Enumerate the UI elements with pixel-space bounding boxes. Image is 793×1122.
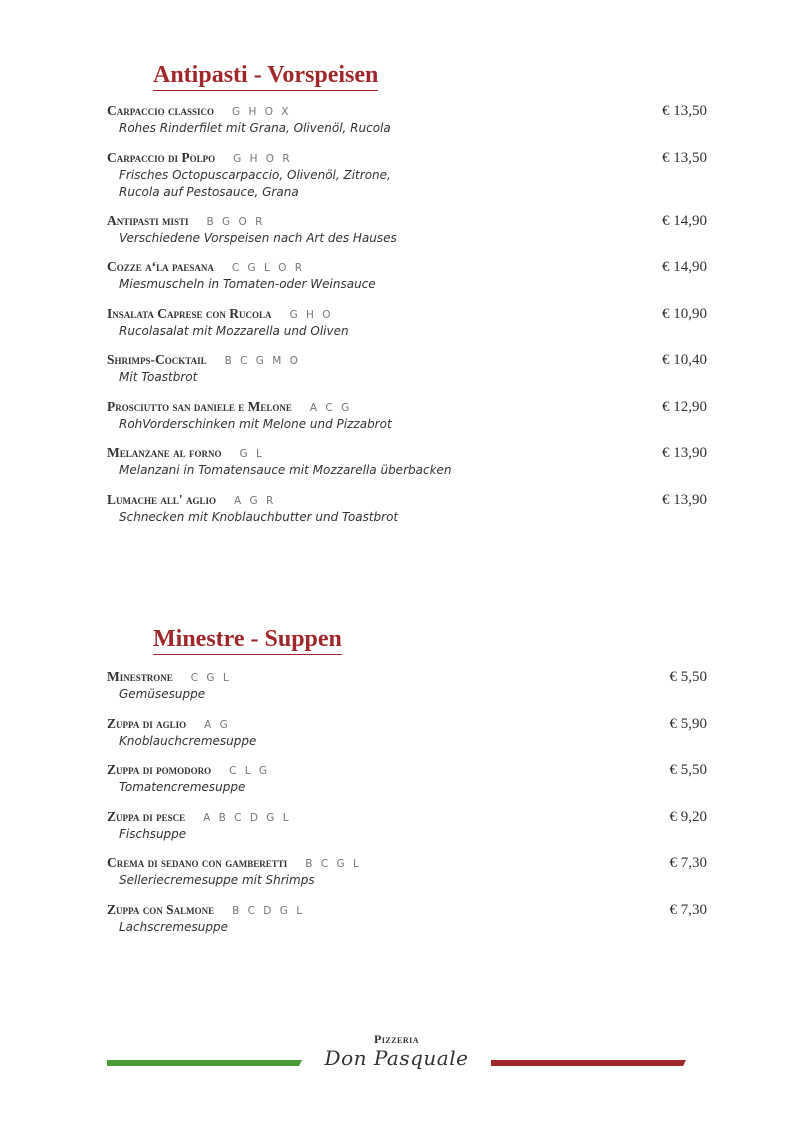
item-name: Zuppa con Salmone [107, 901, 215, 917]
item-name: Crema di sedano con gamberetti [107, 855, 288, 870]
allergen-codes: B G O R [206, 215, 265, 228]
menu-list [0, 103, 793, 538]
menu-item [0, 762, 793, 809]
item-description: RohVorderschinken mit Melone und Pizzabrot [119, 416, 392, 431]
menu-item [0, 399, 793, 446]
item-price: € 12,90 [662, 398, 707, 415]
section-title: Minestre - Suppen [153, 624, 342, 655]
item-price: € 14,90 [662, 212, 707, 229]
item-name: Zuppa di pomodoro [107, 762, 212, 777]
item-name: Prosciutto san daniele e Melone [107, 398, 292, 414]
item-price: € 13,90 [662, 445, 707, 461]
allergen-codes: B C G M O [224, 355, 301, 367]
item-price: € 13,90 [662, 491, 707, 508]
allergen-codes: B C D G L [232, 904, 305, 917]
item-name: Antipasti misti [107, 212, 189, 228]
menu-item [0, 669, 793, 716]
menu-item [0, 902, 793, 949]
item-name: Zuppa di pesce [107, 808, 186, 824]
item-price: € 13,50 [662, 149, 707, 166]
menu-item [0, 492, 793, 539]
item-description: Schnecken mit Knoblauchbutter und Toastbrot [119, 509, 399, 524]
allergen-codes: A G R [234, 494, 276, 507]
item-price: € 7,30 [669, 901, 707, 918]
menu-list [0, 669, 793, 948]
menu-item [0, 716, 793, 763]
item-name: Zuppa di aglio [107, 715, 187, 731]
item-description: Tomatencremesuppe [119, 780, 246, 794]
footer-logo [0, 1030, 793, 1090]
item-description: Selleriecremesuppe mit Shrimps [119, 873, 315, 887]
item-price: € 10,90 [662, 305, 707, 322]
item-price: € 5,90 [669, 715, 707, 732]
item-description: Gemüsesuppe [119, 687, 206, 701]
item-name: Minestrone [107, 669, 173, 684]
item-name: Insalata Caprese con Rucola [107, 305, 272, 321]
item-description: Knoblauchcremesuppe [119, 733, 257, 748]
item-description: Rohes Rinderfilet mit Grana, Olivenöl, Rucola [119, 121, 391, 135]
item-price: € 5,50 [669, 762, 707, 778]
menu-item [0, 352, 793, 399]
logo-subtitle: Pizzeria [373, 1032, 420, 1046]
item-price: € 13,50 [662, 103, 707, 119]
allergen-codes: G H O [289, 308, 334, 321]
item-description: Miesmuscheln in Tomaten-oder Weinsauce [119, 277, 376, 291]
menu-item [0, 306, 793, 353]
allergen-codes: G L [239, 448, 265, 460]
allergen-codes: C G L [190, 672, 232, 684]
item-description: Frisches Octopuscarpaccio, Olivenöl, Zitrone, [119, 167, 391, 182]
allergen-codes: A B C D G L [203, 811, 292, 824]
allergen-codes: C L G [229, 765, 270, 777]
item-price: € 7,30 [669, 855, 707, 871]
item-description: Melanzani in Tomatensauce mit Mozzarella überbacken [119, 463, 452, 477]
menu-item [0, 809, 793, 856]
allergen-codes: A G [204, 718, 231, 731]
item-name: Cozze a‘la paesana [107, 259, 214, 274]
item-name: Shrimps-Cocktail [107, 352, 207, 367]
item-price: € 5,50 [669, 669, 707, 685]
item-name: Melanzane al forno [107, 445, 222, 460]
item-name: Lumache all' aglio [107, 491, 217, 507]
item-price: € 14,90 [662, 259, 707, 275]
section-title: Antipasti - Vorspeisen [153, 60, 378, 91]
allergen-codes: B C G L [305, 858, 362, 870]
item-description: Verschiedene Vorspeisen nach Art des Hauses [119, 230, 397, 245]
allergen-codes: G H O X [231, 106, 291, 118]
allergen-codes: C G L O R [231, 262, 305, 274]
allergen-codes: G H O R [233, 152, 293, 165]
item-price: € 9,20 [669, 808, 707, 825]
allergen-codes: A C G [309, 401, 352, 414]
item-description: Mit Toastbrot [119, 370, 198, 384]
menu-item [0, 213, 793, 260]
item-name: Carpaccio classico [107, 103, 214, 118]
item-description: Lachscremesuppe [119, 919, 228, 934]
item-price: € 10,40 [662, 352, 707, 368]
menu-item [0, 855, 793, 902]
item-description: Rucolasalat mit Mozzarella und Oliven [119, 323, 349, 338]
item-description-line-2: Rucola auf Pestosauce, Grana [119, 184, 299, 199]
logo-name: Don Pasquale [324, 1046, 469, 1070]
menu-item [0, 259, 793, 306]
item-description: Fischsuppe [119, 826, 187, 841]
menu-item [0, 150, 793, 213]
menu-item [0, 445, 793, 492]
item-name: Carpaccio di Polpo [107, 149, 216, 165]
menu-item [0, 103, 793, 150]
